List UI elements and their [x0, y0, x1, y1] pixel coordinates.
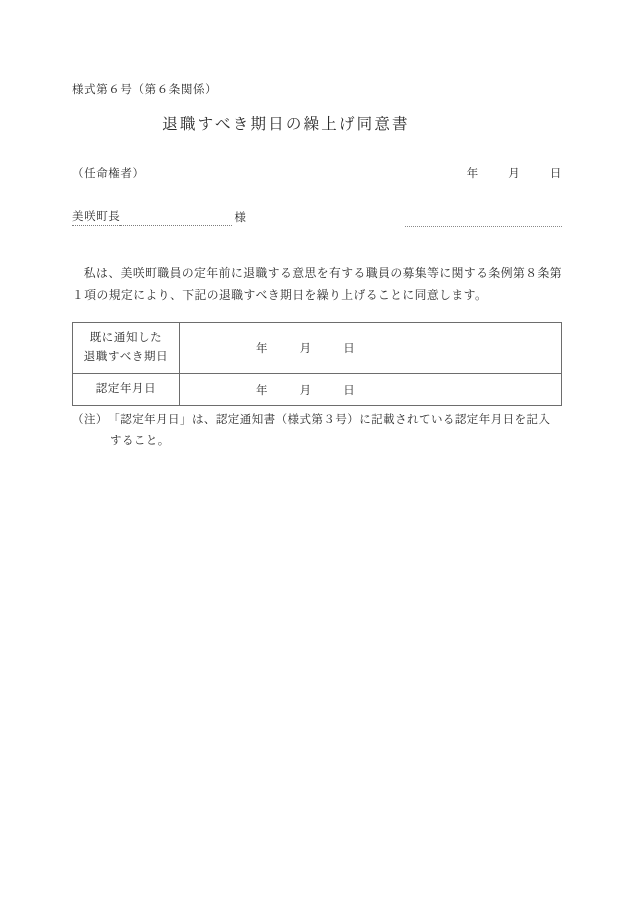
row-value-certification-date — [180, 374, 562, 406]
body-paragraph: 私は、美咲町職員の定年前に退職する意思を有する職員の募集等に関する条例第８条第１項の規定により、下記の退職すべき期日を繰り上げることに同意します。 — [72, 266, 562, 302]
header-date-slot — [467, 165, 562, 181]
cell-day-label: 日 — [343, 384, 356, 397]
row-label-certification-date — [73, 374, 180, 406]
header-date-day-label: 日 — [549, 168, 562, 180]
row-label-line-1: 認定年月日 — [95, 383, 157, 395]
cell-month-label: 月 — [299, 384, 312, 397]
footnote — [72, 410, 564, 452]
footnote-line-2: すること。 — [110, 435, 170, 447]
cell-year-label: 年 — [256, 384, 269, 397]
row-label-notified-date — [73, 323, 180, 374]
form-number: 様式第６号（第６条関係） — [72, 84, 218, 96]
cell-month-label: 月 — [299, 343, 312, 355]
date-entry-slot — [180, 340, 355, 356]
date-entry-slot — [180, 382, 355, 398]
cell-day-label: 日 — [343, 343, 356, 355]
footnote-line-1: （注） 「認定年月日」は、認定通知書（様式第３号）に記載されている認定年月日を記入 — [72, 414, 551, 426]
signature-dotted-line — [405, 214, 562, 227]
row-value-notified-date — [180, 323, 562, 374]
addressee-row — [72, 208, 562, 228]
row-label-line-1: 既に通知した — [89, 332, 163, 344]
appointer-date-row — [72, 165, 562, 183]
cell-year-label: 年 — [256, 343, 269, 355]
addressee-dotted-lead — [120, 212, 232, 226]
addressee-block — [72, 208, 247, 226]
appointer-label: （任命権者） — [72, 168, 145, 180]
page-title: 退職すべき期日の繰上げ同意書 — [162, 116, 410, 133]
row-label-line-2: 退職すべき期日 — [83, 351, 169, 363]
dates-table — [72, 322, 562, 406]
addressee-name: 美咲町長 — [72, 208, 120, 226]
addressee-honorific: 様 — [234, 212, 247, 224]
header-date-year-label: 年 — [466, 168, 479, 180]
table-row — [73, 323, 562, 374]
header-date-month-label: 月 — [508, 168, 521, 180]
table-row — [73, 374, 562, 406]
